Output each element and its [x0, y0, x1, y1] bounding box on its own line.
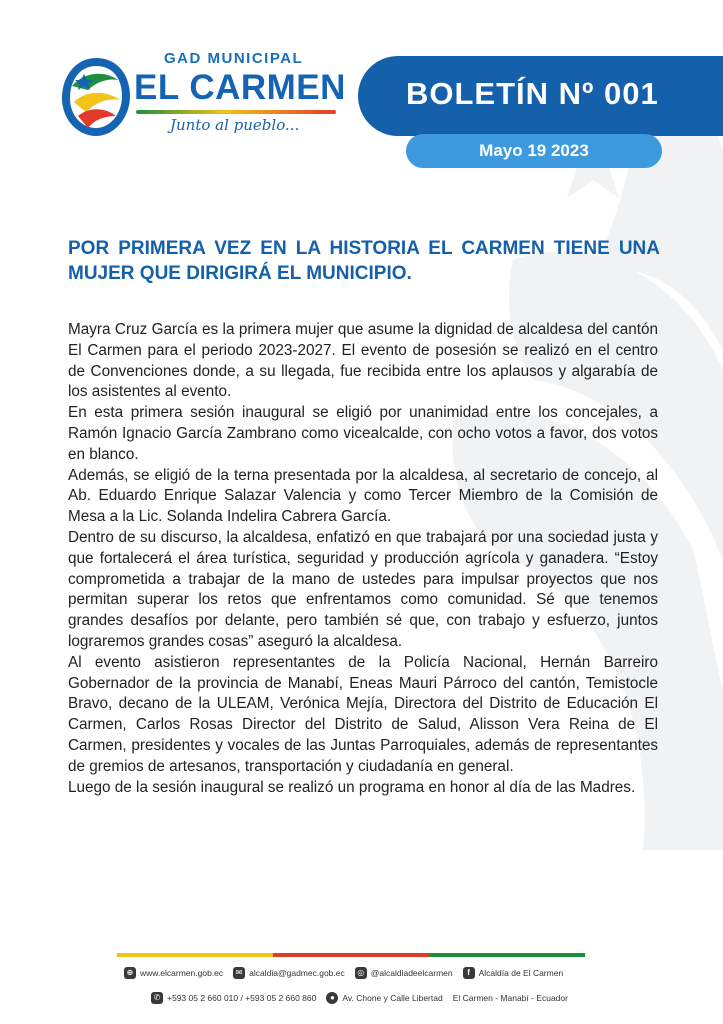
logo-tricolor-line: [136, 110, 336, 114]
phone-text: +593 05 2 660 010 / +593 05 2 660 860: [167, 993, 317, 1003]
paragraph: Dentro de su discurso, la alcaldesa, enfatizó en que trabajará por una sociedad justa y que fortalecerá el área turística, seguridad y producción agrícola y ganadera. “Estoy comprometida a trabajar de la mano de ustedes para impulsar proyectos que nos permitan superar los retos que enfrentamos como comunidad. Sé que tenemos grandes desafíos por delante, pero también sé que, con trabajo y esfuerzo, juntos lograremos grandes cosas” aseguró la alcaldesa.: [68, 528, 658, 650]
footer-contact-row: [124, 967, 573, 979]
mail-icon: ✉: [233, 967, 245, 979]
headline: POR PRIMERA VEZ EN LA HISTORIA EL CARMEN TIENE UNA MUJER QUE DIRIGIRÁ EL MUNICIPIO.: [68, 238, 660, 284]
footer-bar-red: [273, 953, 429, 957]
footer-phone[interactable]: [151, 992, 316, 1004]
municipal-logo-icon: [60, 56, 132, 138]
email-text: alcaldia@gadmec.gob.ec: [249, 968, 345, 978]
paragraph: Al evento asistieron representantes de la Policía Nacional, Hernán Barreiro Gobernador de la provincia de Manabí, Eneas Mauri Párroco del cantón, Temistocle Bravo, decano de la ULEAM, Verónica Mejía, Directora del Distrito de Educación El Carmen, Carlos Rosas Director del Distrito de Salud, Alisson Vera Reina de El Carmen, presidentes y vocales de las Juntas Parroquiales, además de representantes de gremios de artesanos, transportación y ciudadanía en general.: [68, 653, 658, 775]
instagram-text: @alcaldiadeelcarmen: [370, 968, 453, 978]
footer-bar-yellow: [117, 953, 273, 957]
paragraph: Además, se eligió de la terna presentada por la alcaldesa, al secretario de concejo, al Ab. Eduardo Enrique Salazar Valencia y como Tercer Miembro de la Comisión de Mesa a la Lic. Solanda Indelira Cabrera García.: [68, 466, 658, 526]
location-icon: ●: [326, 992, 338, 1004]
facebook-icon: f: [463, 967, 475, 979]
logo-subtitle: GAD MUNICIPAL: [164, 50, 304, 67]
footer-website[interactable]: [124, 967, 223, 979]
facebook-text: Alcaldía de El Carmen: [478, 968, 564, 978]
article-body: [68, 320, 658, 798]
municipal-logo: [60, 50, 346, 150]
footer-email[interactable]: [233, 967, 345, 979]
footer-tricolor-bar: [117, 953, 585, 957]
instagram-icon: ◎: [355, 967, 367, 979]
address-text: Av. Chone y Calle Libertad: [342, 993, 443, 1003]
paragraph: Mayra Cruz García es la primera mujer que asume la dignidad de alcaldesa del cantón El Carmen para el periodo 2023-2027. El evento de posesión se realizó en el centro de Convenciones donde, a su llegada, fue recibida entre los aplausos y algarabía de los asistentes al evento.: [68, 321, 658, 401]
phone-icon: ✆: [151, 992, 163, 1004]
logo-name: EL CARMEN: [134, 68, 346, 107]
footer-address: [326, 992, 442, 1004]
bulletin-title: BOLETÍN Nº 001: [406, 76, 659, 111]
website-text: www.elcarmen.gob.ec: [140, 968, 224, 978]
bulletin-banner: [358, 56, 723, 136]
bulletin-date: Mayo 19 2023: [406, 134, 662, 168]
footer-region: [453, 993, 568, 1003]
region-text: El Carmen - Manabí - Ecuador: [452, 993, 568, 1003]
footer-bar-green: [429, 953, 585, 957]
footer-facebook[interactable]: [463, 967, 564, 979]
paragraph: En esta primera sesión inaugural se eligió por unanimidad entre los concejales, a Ramón Ignacio García Zambrano como vicealcalde, con ocho votos a favor, dos votos en blanco.: [68, 404, 658, 463]
paragraph: Luego de la sesión inaugural se realizó un programa en honor al día de las Madres.: [68, 778, 636, 796]
footer-instagram[interactable]: [355, 967, 453, 979]
logo-slogan: Junto al pueblo...: [170, 116, 300, 134]
footer-address-row: [151, 992, 578, 1004]
globe-icon: ⊕: [124, 967, 136, 979]
